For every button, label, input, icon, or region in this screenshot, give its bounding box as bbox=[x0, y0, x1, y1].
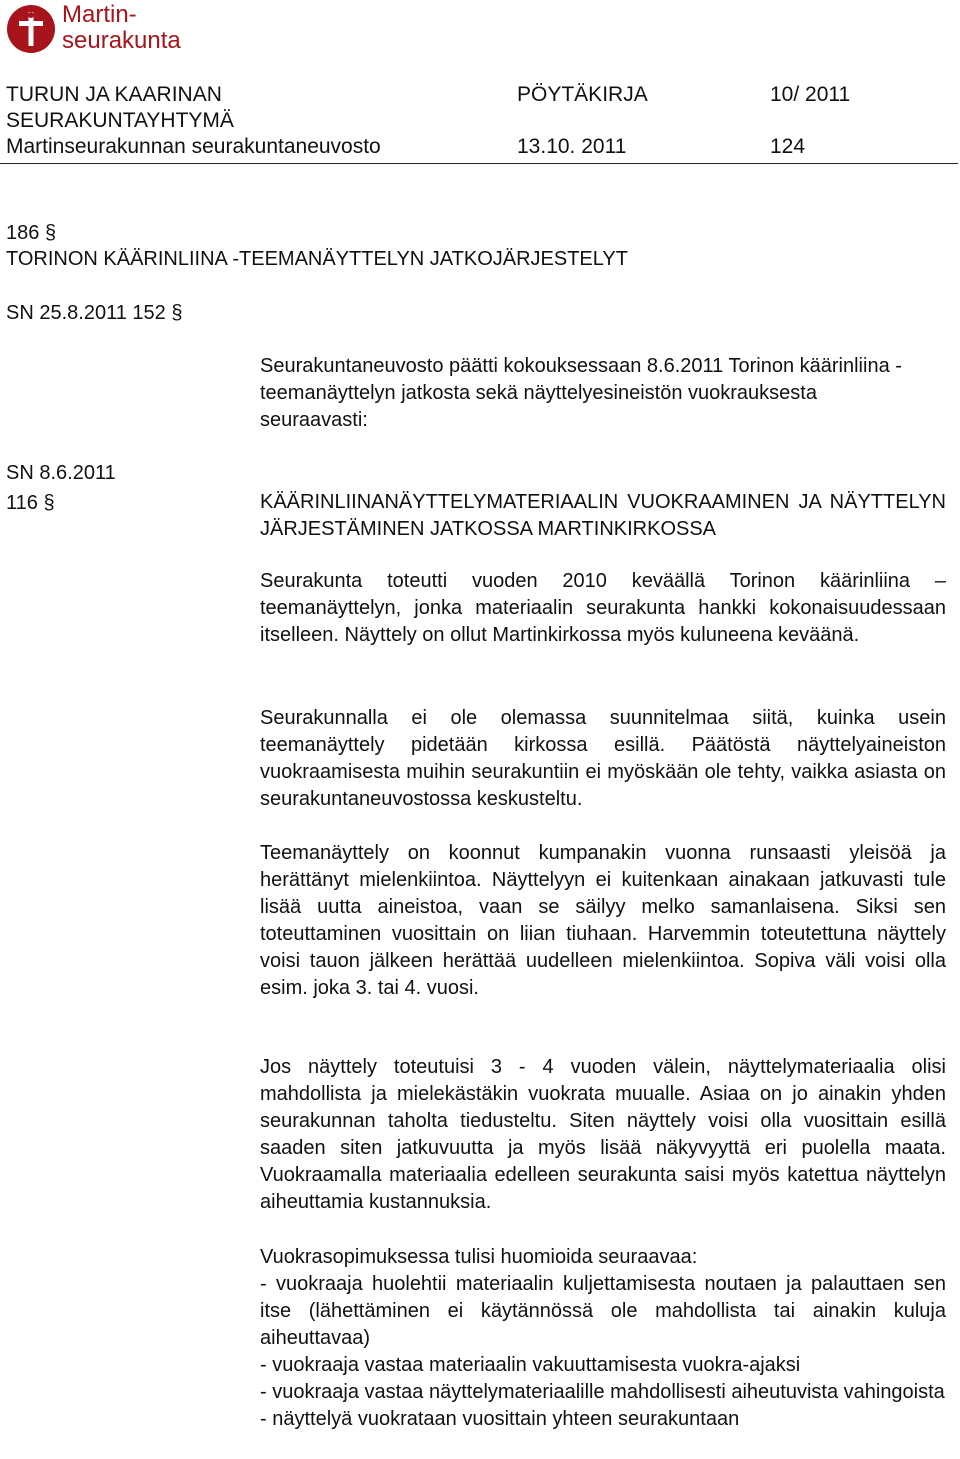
header-divider bbox=[0, 163, 958, 164]
reference-line-1 bbox=[6, 300, 182, 327]
list-item: - vuokraaja vastaa näyttelymateriaalille mahdollisesti aiheutuvista vahingoista bbox=[260, 1381, 945, 1403]
meeting-date: 13.10. 2011 bbox=[517, 135, 627, 158]
reference-2-date: SN 8.6.2011 bbox=[6, 462, 116, 484]
body-paragraph-4: Jos näyttely toteutuisi 3 - 4 vuoden välein, näyttelymateriaalia olisi mahdollista ja mielekästäkin vuokrata muualle. Asiaa on jo ainakin yhden seurakunnan taholta tiedusteltu. Siten näyttely voisi olla vuosittain esillä saaden siten jatkuvuutta ja myös lisää näkyvyyttä eri puolella maata. Vuokraamalla materiaalia edelleen seurakunta saisi myös katettua näyttelyn aiheuttamia kustannuksia. bbox=[260, 1056, 946, 1213]
item-title: TORINON KÄÄRINLIINA -TEEMANÄYTTELYN JATKOJÄRJESTELYT bbox=[6, 248, 628, 270]
org-name-line2: SEURAKUNTAYHTYMÄ bbox=[6, 109, 234, 132]
reference-1: SN 25.8.2011 152 bbox=[6, 302, 166, 324]
logo-wordmark bbox=[62, 2, 181, 54]
section-sign: § bbox=[44, 222, 57, 244]
page-number: 124 bbox=[770, 135, 806, 158]
body-paragraph-3: Teemanäyttely on koonnut kumpanakin vuonna runsaasti yleisöä ja herättänyt mielenkiintoa. Näyttelyyn ei kuitenkaan ainakaan jatkuvasti tule lisää uutta aineistoa, vaan se säilyy melko samanlaisena. Siksi sen toteuttaminen vuosittain on liian tiuhaan. Harvemmin toteutettuna näyttely voisi tauon jälkeen herättää uudelleen mielenkiintoa. Sopiva väli voisi olla esim. joka 3. tai 4. vuosi. bbox=[260, 842, 946, 999]
logo-line1: Martin- bbox=[62, 1, 137, 28]
reference-2-number: 116 bbox=[6, 492, 38, 514]
conditions-list bbox=[260, 1244, 946, 1433]
item-number: 186 bbox=[6, 222, 40, 244]
body-paragraph-2: Seurakunnalla ei ole olemassa suunnitelmaa siitä, kuinka usein teemanäyttely pidetään kirkossa esillä. Päätöstä näyttelyaineiston vuokraamisesta muihin seurakuntiin ei myöskään ole tehty, vaikka asiasta on seurakuntaneuvostossa keskusteltu. bbox=[260, 707, 946, 810]
decision-heading: KÄÄRINLIINANÄYTTELYMATERIAALIN VUOKRAAMINEN JA NÄYTTELYN JÄRJESTÄMINEN JATKOSSA MARTINKIRKOSSA bbox=[260, 491, 946, 540]
body-paragraph-1: Seurakunta toteutti vuoden 2010 keväällä Torinon käärinliina –teemanäyttelyn, jonka materiaalin seurakunta hankki kokonaisuudessaan itselleen. Näyttely on ollut Martinkirkossa myös kuluneena keväänä. bbox=[260, 570, 946, 646]
list-item: - vuokraaja vastaa materiaalin vakuuttamisesta vuokra-ajaksi bbox=[260, 1354, 801, 1376]
logo-line2: seurakunta bbox=[62, 27, 181, 54]
list-item: - näyttelyä vuokrataan vuosittain yhteen seurakuntaan bbox=[260, 1408, 740, 1430]
section-sign: § bbox=[43, 492, 55, 514]
issue-number: 10/ 2011 bbox=[770, 83, 851, 106]
list-item: - vuokraaja huolehtii materiaalin kuljettamisesta noutaen ja palauttaen sen itse (lähettäminen ei käytännössä ole mahdollista tai ainakin kuluja aiheuttavaa) bbox=[260, 1273, 946, 1349]
org-name-line1: TURUN JA KAARINAN bbox=[6, 83, 222, 106]
body-name: Martinseurakunnan seurakuntaneuvosto bbox=[6, 135, 381, 158]
list-intro: Vuokrasopimuksessa tulisi huomioida seuraavaa: bbox=[260, 1246, 698, 1268]
section-sign: § bbox=[171, 302, 183, 324]
item-number-line bbox=[6, 220, 56, 247]
document-type: PÖYTÄKIRJA bbox=[517, 83, 648, 106]
reference-line-2 bbox=[6, 490, 55, 517]
intro-paragraph: Seurakuntaneuvosto päätti kokouksessaan 8.6.2011 Torinon käärinliina -teemanäyttelyn jatkosta sekä näyttelyesineistön vuokrauksesta seuraavasti: bbox=[260, 355, 902, 431]
cross-emblem-icon bbox=[6, 4, 56, 54]
